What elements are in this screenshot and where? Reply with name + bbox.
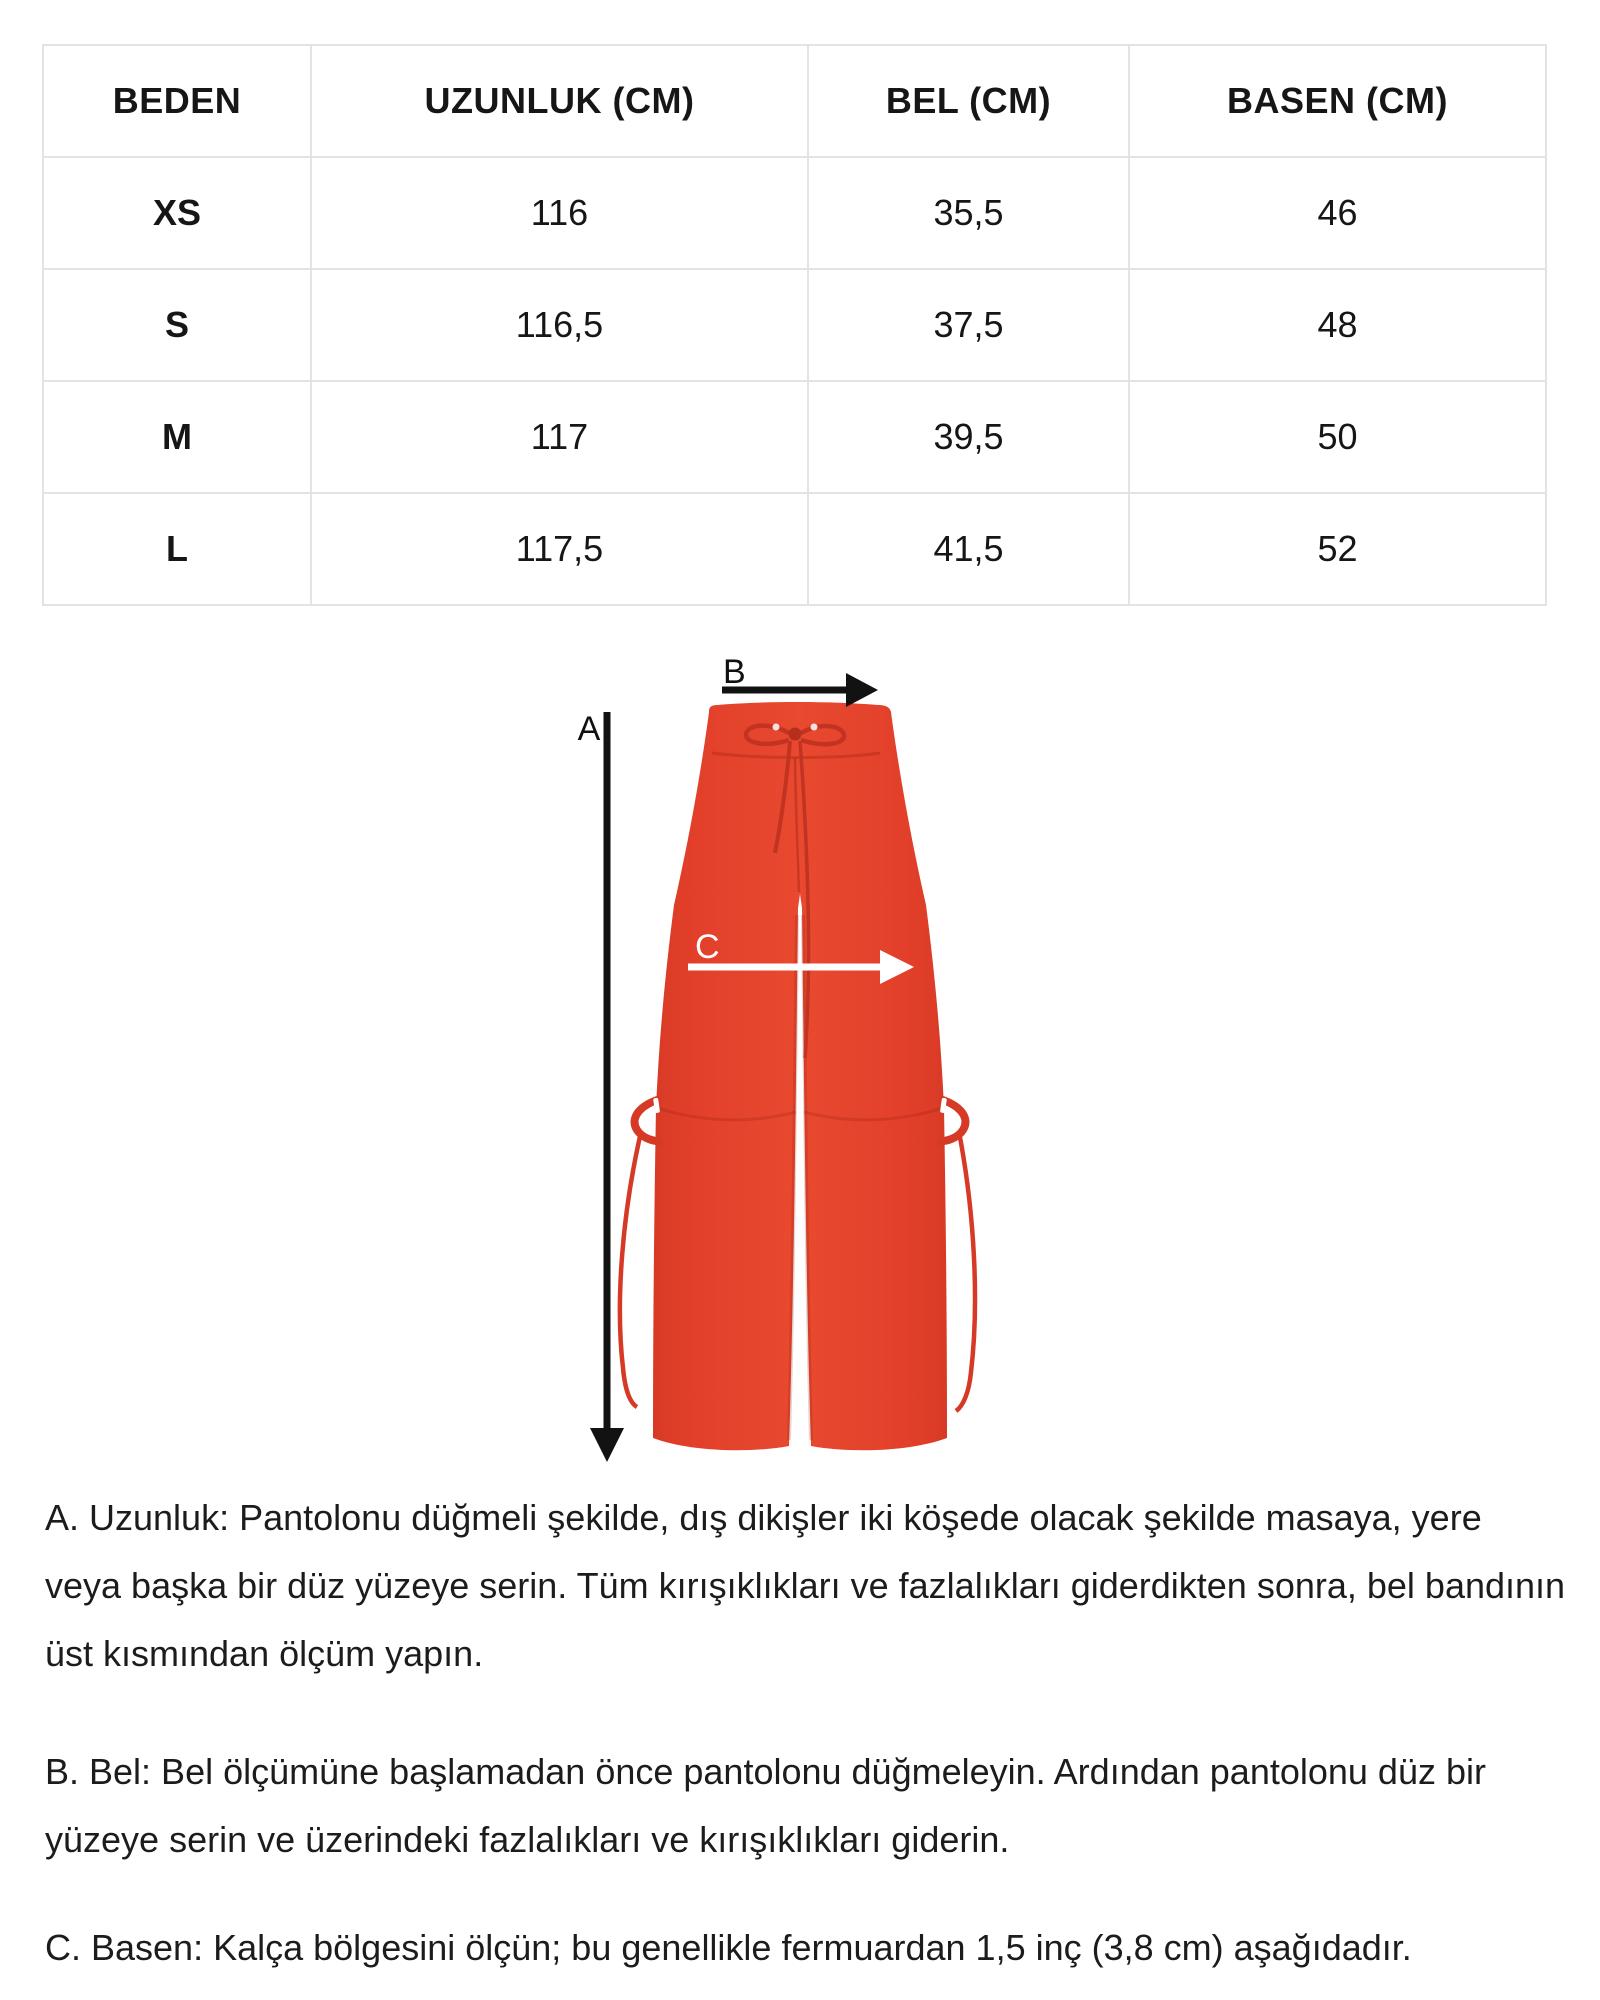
eyelet-left: [773, 724, 780, 731]
size-cell: M: [43, 381, 311, 493]
table-row-s: [43, 269, 1546, 381]
measurement-note-waist: B. Bel: Bel ölçümüne başlamadan önce pantolonu düğmeleyin. Ardından pantolonu düz bir yüzeye serin ve üzerindeki fazlalıkları ve kırışıklıkları giderin.: [45, 1751, 1486, 1860]
size-cell: XS: [43, 157, 311, 269]
length-cell: 117: [311, 381, 808, 493]
header-cell-length: UZUNLUK (CM): [311, 45, 808, 157]
hip-cell: 52: [1129, 493, 1546, 605]
header-cell-size: BEDEN: [43, 45, 311, 157]
size-cell: S: [43, 269, 311, 381]
measurement-note-length: A. Uzunluk: Pantolonu düğmeli şekilde, dış dikişler iki köşede olacak şekilde masaya, yere veya başka bir düz yüzeye serin. Tüm kırışıklıkları ve fazlalıkları giderdikten sonra, bel bandının üst kısmından ölçüm yapın.: [45, 1497, 1566, 1674]
table-row-m: [43, 381, 1546, 493]
waist-cell: 39,5: [808, 381, 1129, 493]
waist-cell: 37,5: [808, 269, 1129, 381]
pants-silhouette: [653, 702, 947, 1450]
pants-measurement-diagram: [560, 650, 1000, 1470]
table-row-xs: [43, 157, 1546, 269]
waist-cell: 41,5: [808, 493, 1129, 605]
waist-label: B: [723, 653, 746, 691]
size-cell: L: [43, 493, 311, 605]
hip-label: C: [695, 928, 720, 966]
table-header-row: [43, 45, 1546, 157]
hip-cell: 50: [1129, 381, 1546, 493]
waist-cell: 35,5: [808, 157, 1129, 269]
size-chart-table: [42, 44, 1547, 606]
length-cell: 116: [311, 157, 808, 269]
header-cell-waist: BEL (CM): [808, 45, 1129, 157]
pants-graphic: [620, 702, 975, 1450]
hip-cell: 48: [1129, 269, 1546, 381]
table-row-l: [43, 493, 1546, 605]
length-cell: 117,5: [311, 493, 808, 605]
header-cell-hip: BASEN (CM): [1129, 45, 1546, 157]
measurement-note-hip: C. Basen: Kalça bölgesini ölçün; bu genellikle fermuardan 1,5 inç (3,8 cm) aşağıdadır.: [45, 1927, 1412, 1968]
length-label: A: [577, 710, 601, 748]
hip-cell: 46: [1129, 157, 1546, 269]
length-arrow: [590, 712, 624, 1462]
eyelet-right: [811, 724, 818, 731]
length-cell: 116,5: [311, 269, 808, 381]
